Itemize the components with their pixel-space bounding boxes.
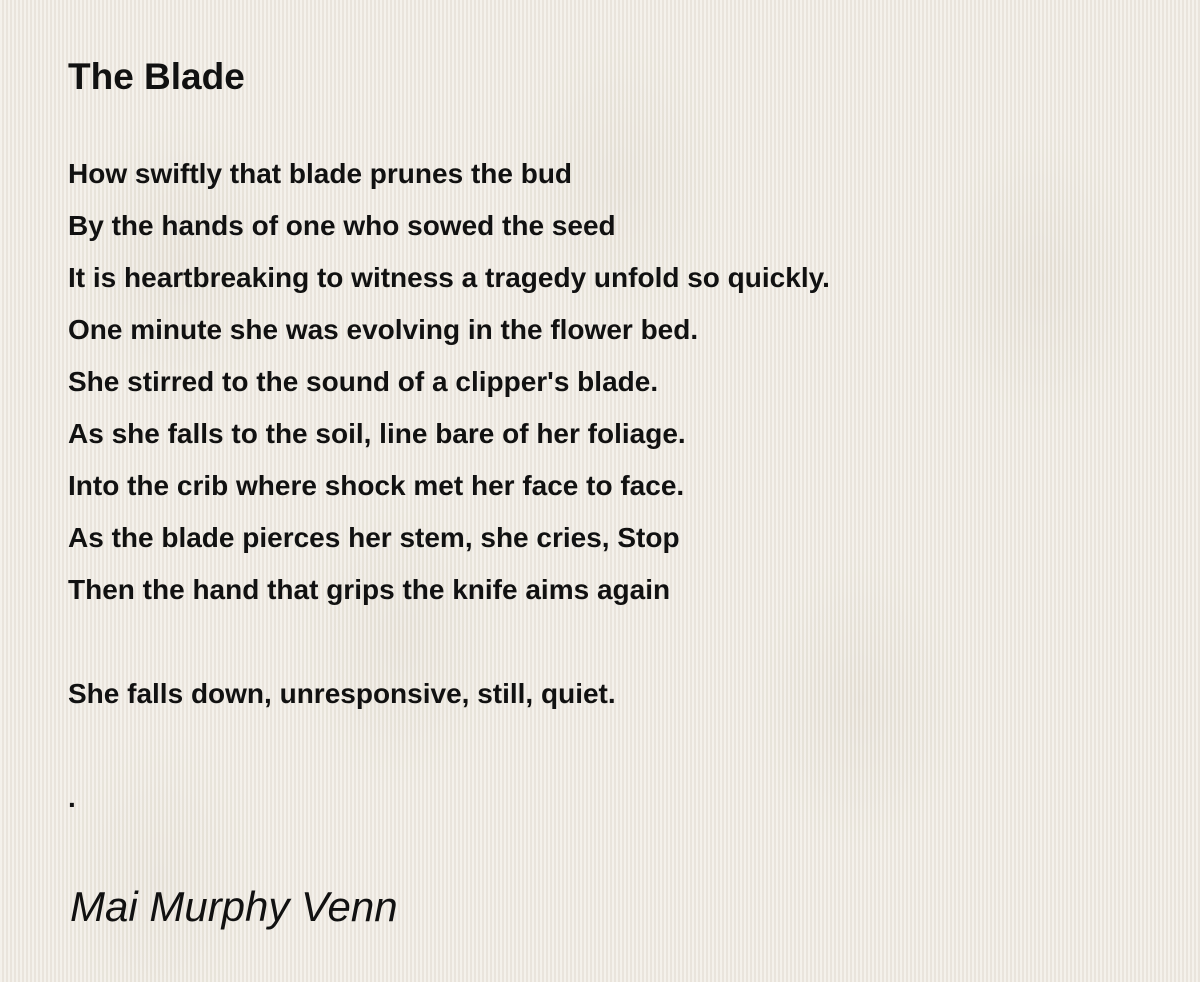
- poem-line: It is heartbreaking to witness a tragedy unfold so quickly.: [68, 262, 830, 293]
- poem-body: [68, 148, 1148, 824]
- closing-mark: .: [68, 782, 76, 813]
- stanza-break: [68, 616, 1148, 668]
- poem-line: How swiftly that blade prunes the bud: [68, 158, 573, 189]
- poem-line: By the hands of one who sowed the seed: [68, 210, 616, 241]
- poem-line: She stirred to the sound of a clipper's blade.: [68, 366, 659, 397]
- poem-line: Into the crib where shock met her face to face.: [68, 470, 685, 501]
- poem-container: [68, 52, 1148, 824]
- poem-author: Mai Murphy Venn: [70, 883, 398, 930]
- poem-line: She falls down, unresponsive, still, quiet.: [68, 678, 616, 709]
- poem-line: As the blade pierces her stem, she cries, Stop: [68, 522, 680, 553]
- poem-line: Then the hand that grips the knife aims again: [68, 574, 671, 605]
- poem-line: One minute she was evolving in the flower bed.: [68, 314, 699, 345]
- poem-title: The Blade: [68, 56, 245, 97]
- poem-line: As she falls to the soil, line bare of her foliage.: [68, 418, 686, 449]
